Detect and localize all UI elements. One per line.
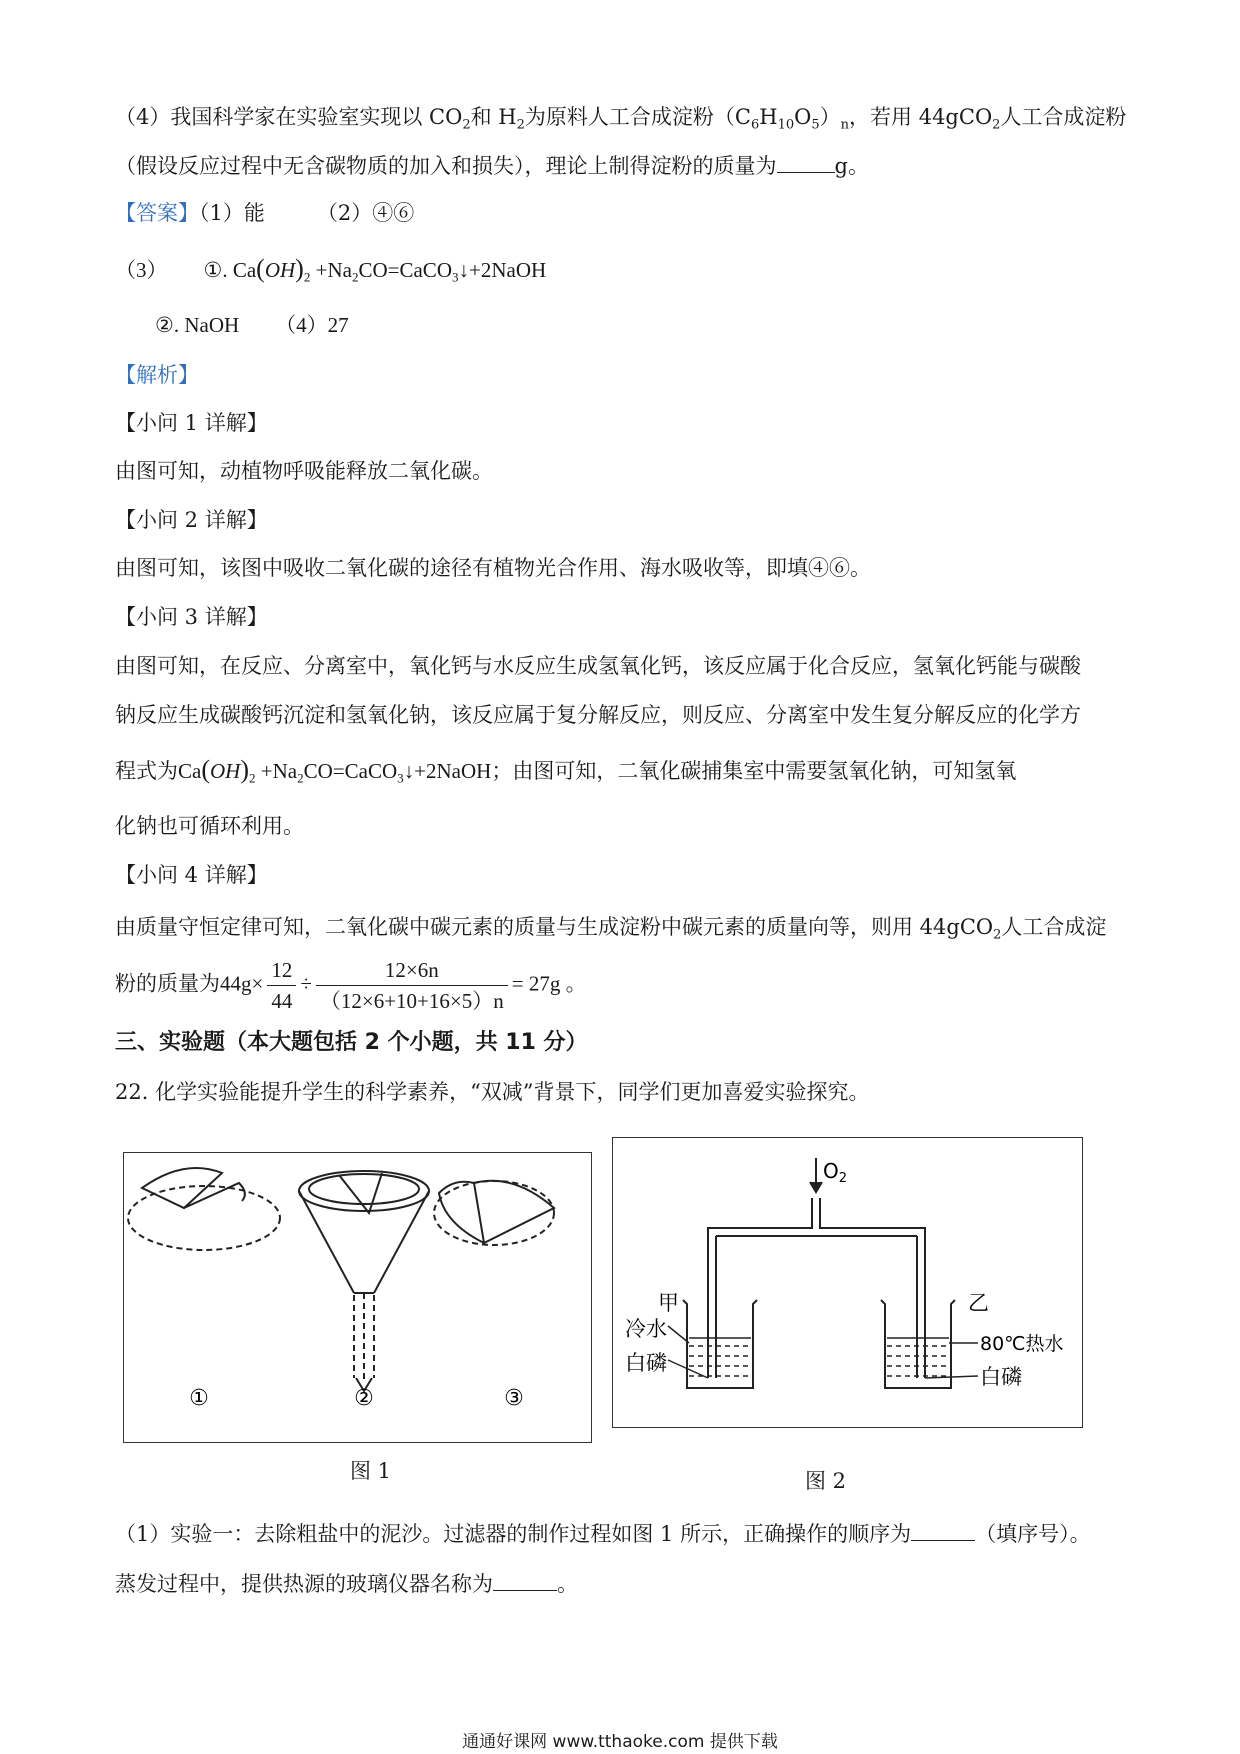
fig2-jia: 甲 xyxy=(658,1291,679,1315)
section3-title: 三、实验题（本大题包括 2 个小题，共 11 分） xyxy=(115,1030,588,1055)
analysis-p3b: 钠反应生成碳酸钙沉淀和氢氧化钠，该反应属于复分解反应，则反应、分离室中发生复分解反应的化学方 xyxy=(115,703,1081,727)
figure-1-caption: 图 1 xyxy=(350,1459,392,1483)
figure-2 xyxy=(612,1137,1083,1428)
answer-line4: ②. NaOH （4）27 xyxy=(155,313,349,337)
figure-2-caption: 图 2 xyxy=(805,1469,847,1493)
analysis-h2: 【小问 2 详解】 xyxy=(115,508,268,532)
analysis-h1: 【小问 1 详解】 xyxy=(115,411,268,435)
funnel-step2 xyxy=(299,1171,429,1391)
answer-line3: （3） ①. $Ca(OH)_2$ $+Na_2CO=CaCO_3↓+2NaOH$ xyxy=(115,254,547,285)
analysis-p3c: 程式为$Ca(OH)_2$ $+Na_2CO=CaCO_3↓+2NaOH$；由图可知，二氧化碳捕集室中需要氢氧化钠，可知氢氧 xyxy=(115,755,1017,786)
fig2-cold-water: 冷水 xyxy=(625,1317,667,1341)
fig2-o2-label: $O_2$ xyxy=(823,1159,848,1186)
fig1-label-1: ① xyxy=(189,1386,209,1411)
q22-q1b: 蒸发过程中，提供热源的玻璃仪器名称为 。 xyxy=(115,1568,578,1599)
fig1-label-2: ② xyxy=(354,1386,374,1411)
analysis-p2: 由图可知，该图中吸收二氧化碳的途径有植物光合作用、海水吸收等，即填④⑥。 xyxy=(115,556,871,580)
q22-intro: 22. 化学实验能提升学生的科学素养，“双减”背景下，同学们更加喜爱实验探究。 xyxy=(115,1080,870,1104)
fig2-yi: 乙 xyxy=(968,1291,989,1315)
phosphorus-combustion-apparatus xyxy=(613,1138,1082,1427)
analysis-p3d: 化钠也可循环利用。 xyxy=(115,814,304,838)
fraction-starch: $\frac{12\times 6n}{(12\times 6+10+16\times 5)n}$ xyxy=(316,955,508,1016)
fig2-phosphorus-left: 白磷 xyxy=(625,1351,667,1375)
answer-tag: 【答案】 xyxy=(115,201,199,225)
analysis-p3a: 由图可知，在反应、分离室中，氧化钙与水反应生成氢氧化钙，该反应属于化合反应，氢氧化钙能与碳酸 xyxy=(115,654,1081,678)
analysis-h3: 【小问 3 详解】 xyxy=(115,605,268,629)
filter-paper-step3 xyxy=(434,1181,554,1245)
fig1-label-3: ③ xyxy=(504,1386,524,1411)
fig2-hot-water: 80℃热水 xyxy=(980,1333,1064,1355)
analysis-p1: 由图可知，动植物呼吸能释放二氧化碳。 xyxy=(115,459,493,483)
analysis-p4b: 粉的质量为44g× $\frac{12}{44}$ ÷ $\frac{12\times 6n}{(12\times 6+10+16\times 5)n}$ = 27g 。 xyxy=(115,955,587,1016)
analysis-p4a: 由质量守恒定律可知，二氧化碳中碳元素的质量与生成淀粉中碳元素的质量向等，则用 44gCO$_2$人工合成淀 xyxy=(115,915,1107,943)
q4-line1: （4）我国科学家在实验室实现以 $CO_2$和 $H_2$为原料人工合成淀粉$(C_6H_{10}O_5)_n$，若用 44gCO$_2$人工合成淀粉 xyxy=(115,105,1127,133)
page-footer: 通通好课网 www.tthaoke.com 提供下载 xyxy=(462,1732,778,1752)
answer-line1: 【答案】（1）能 （2）④⑥ xyxy=(115,201,415,225)
filter-folding-diagram xyxy=(124,1153,591,1442)
filter-paper-step1 xyxy=(128,1168,280,1250)
analysis-h4: 【小问 4 详解】 xyxy=(115,863,268,887)
figure-1 xyxy=(123,1152,592,1443)
analysis-tag: 【解析】 xyxy=(115,363,199,387)
fraction-12-44: $\frac{12}{44}$ xyxy=(267,955,296,1016)
q22-q1a: （1）实验一：去除粗盐中的泥沙。过滤器的制作过程如图 1 所示，正确操作的顺序为 （填序号）。 xyxy=(115,1518,1091,1549)
q4-line2: （假设反应过程中无含碳物质的加入和损失），理论上制得淀粉的质量为 g。 xyxy=(115,150,869,181)
fig2-phosphorus-right: 白磷 xyxy=(980,1365,1022,1389)
